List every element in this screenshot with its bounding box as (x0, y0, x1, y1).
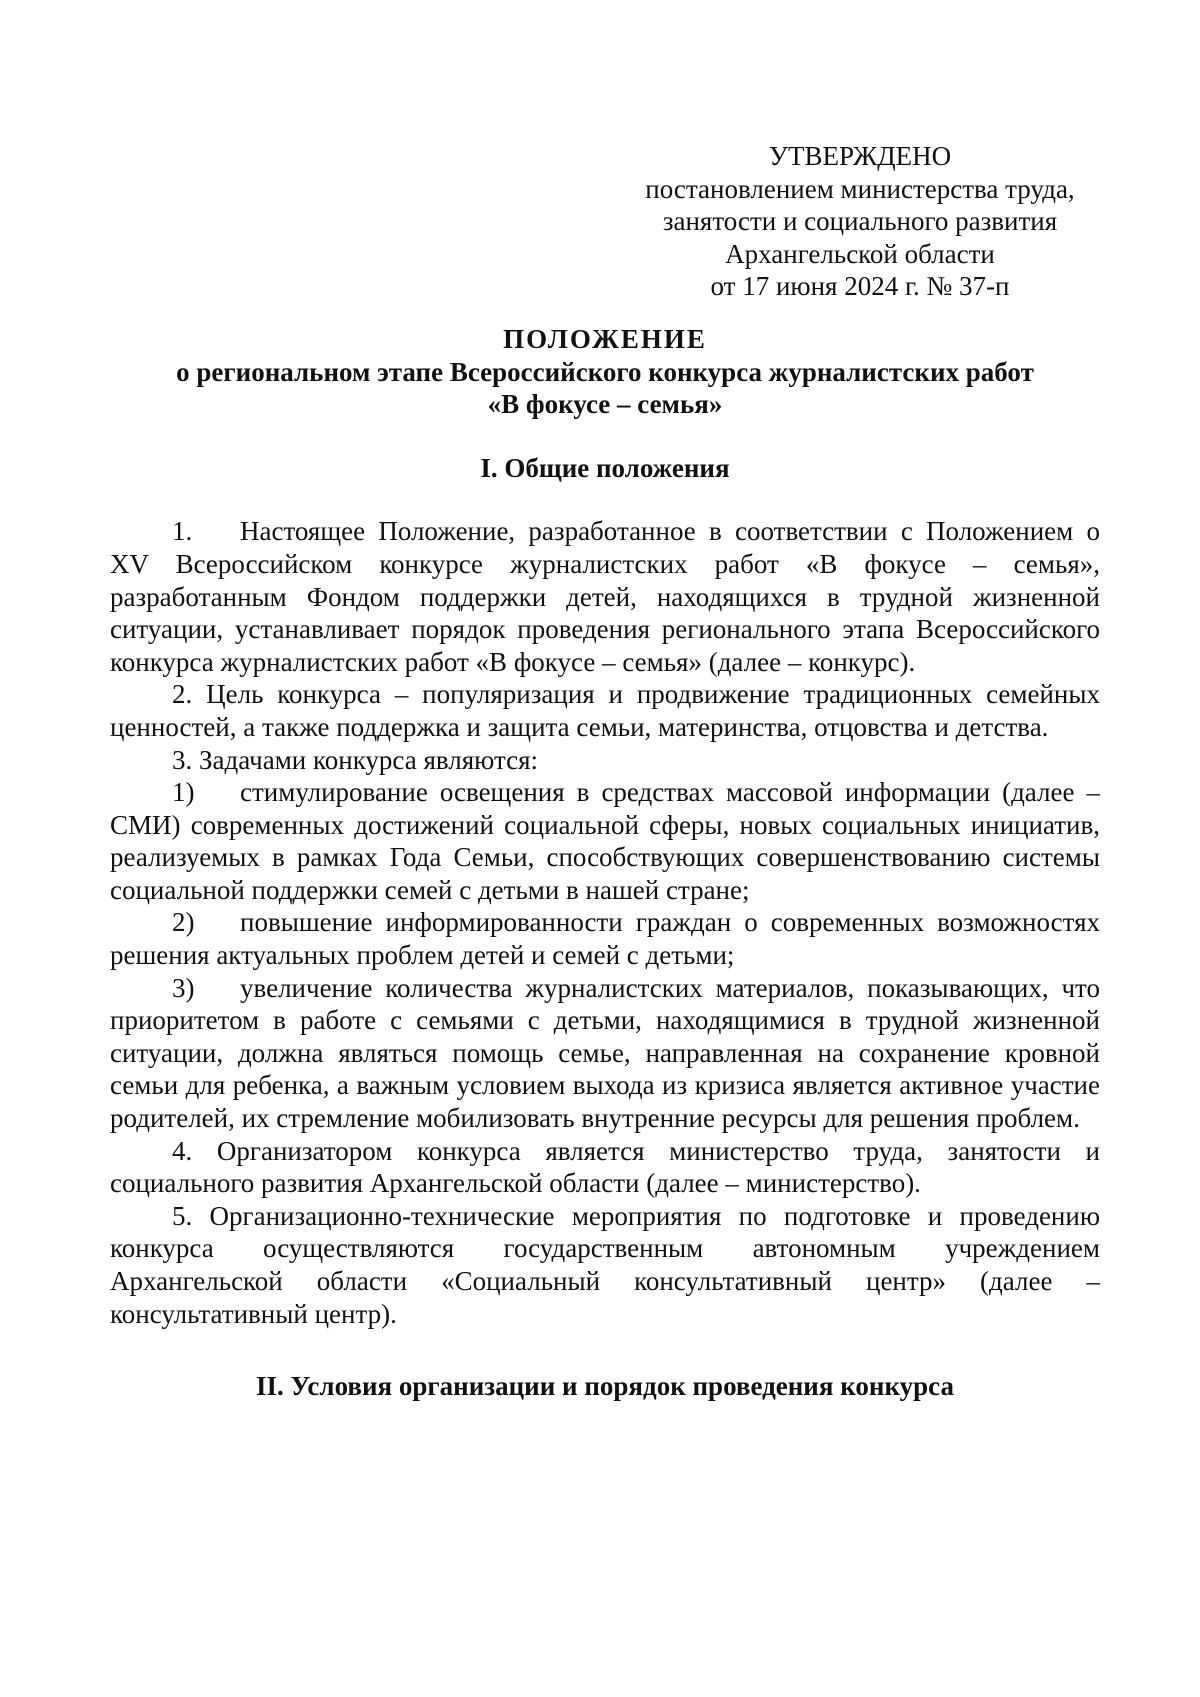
document-subtitle-line: «В фокусе – семья» (487, 389, 723, 420)
paragraph: 4. Организатором конкурса является министерство труда, занятости и социального развития Архангельской области (далее – министерство). (110, 1135, 1100, 1199)
document-subtitle-line: о региональном этапе Всероссийского конкурса журналистских работ (176, 356, 1034, 387)
list-item-text: увеличение количества журналистских материалов, показывающих, что приоритетом в работе с семьями с детьми, находящимися в трудной жизненной ситуации, должна являться помощь семье, направленная на сохранение кровной семьи для ребенка, а важным условием выхода из кризиса является активное участие родителей, их стремление мобилизовать внутренние ресурсы для решения проблем. (110, 972, 1100, 1134)
list-item (110, 906, 1100, 971)
document-title: ПОЛОЖЕНИЕ (503, 323, 707, 354)
paragraph-number: 1. (172, 516, 193, 547)
list-item-number: 1) (172, 777, 195, 808)
paragraph (110, 515, 1100, 678)
list-item-number: 2) (172, 907, 195, 938)
paragraph: 5. Организационно-технические мероприятия по подготовке и проведению конкурса осуществляются государственным автономным учреждением Архангельской области «Социальный консультативный центр» (далее – консультативный центр). (110, 1200, 1100, 1329)
document-page (110, 140, 1100, 1434)
approval-date: от 17 июня 2024 г. № 37-п (710, 271, 1010, 302)
paragraph: 2. Цель конкурса – популяризация и продвижение традиционных семейных ценностей, а также поддержка и защита семьи, материнства, отцовства и детства. (110, 679, 1100, 742)
list-item-text: стимулирование освещения в средствах массовой информации (далее – СМИ) современных достижений социальной сферы, новых социальных инициатив, реализуемых в рамках Года Семьи, способствующих совершенствованию системы социальной поддержки семей с детьми в нашей стране; (110, 777, 1100, 905)
approval-stamp: УТВЕРЖДЕНО (768, 141, 952, 171)
list-item (110, 776, 1100, 906)
list-item-text: повышение информированности граждан о современных возможностях решения актуальных проблем детей и семей с детьми; (110, 907, 1100, 971)
approval-line: занятости и социального развития (662, 206, 1058, 237)
approval-block (620, 140, 1100, 303)
paragraph: 3. Задачами конкурса являются: (172, 744, 539, 775)
section-heading: I. Общие положения (480, 452, 730, 483)
section-heading: II. Условия организации и порядок проведения конкурса (256, 1371, 954, 1402)
paragraph-text: Настоящее Положение, разработанное в соответствии с Положением о XV Всероссийском конкурсе журналистских работ «В фокусе – семья», разработанным Фондом поддержки детей, находящихся в трудной жизненной ситуации, устанавливает порядок проведения регионального этапа Всероссийского конкурса журналистских работ «В фокусе – семья» (далее – конкурс). (110, 516, 1100, 677)
approval-line: постановлением министерства труда, (645, 173, 1075, 204)
list-item (110, 972, 1100, 1135)
list-item-number: 3) (172, 972, 195, 1003)
approval-line: Архангельской области (725, 238, 995, 269)
